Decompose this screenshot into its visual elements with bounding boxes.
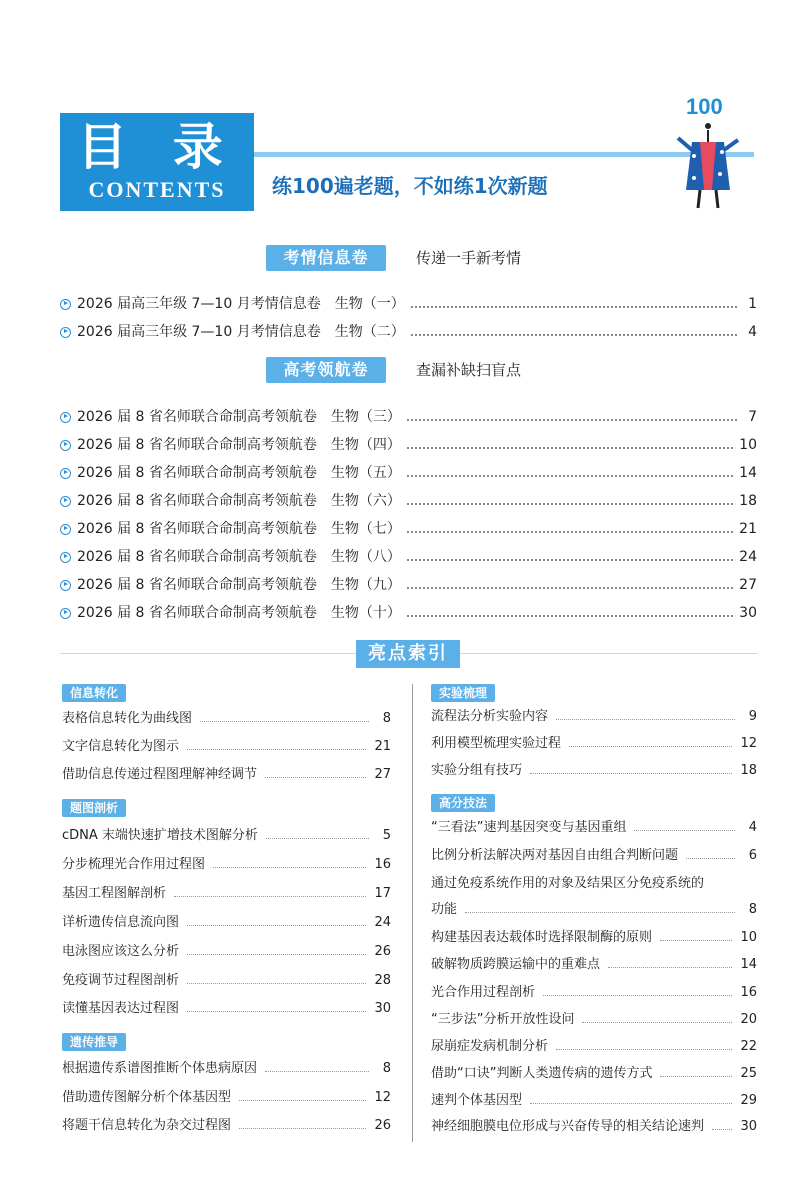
index-row-title: 实验分组有技巧 <box>431 763 523 778</box>
section-tag-navigator: 高考领航卷 <box>266 357 386 383</box>
index-row-title: “三步法”分析开放性设问 <box>431 1012 575 1027</box>
leader-dots <box>530 1103 732 1104</box>
index-row-page: 27 <box>374 767 391 782</box>
index-row-page: 26 <box>374 944 391 959</box>
index-row-page: 17 <box>374 886 391 901</box>
index-row-page: 18 <box>740 763 757 778</box>
index-row[interactable] <box>62 855 391 875</box>
play-bullet-icon <box>60 580 71 591</box>
toc-row-title: 2026 届高三年级 7—10 月考情信息卷 生物（一） <box>77 296 405 312</box>
toc-row[interactable] <box>60 406 757 428</box>
toc-row-title: 2026 届 8 省名师联合命制高考领航卷 生物（三） <box>77 409 401 425</box>
section-desc-navigator: 查漏补缺扫盲点 <box>416 361 522 379</box>
toc-row[interactable] <box>60 490 757 512</box>
toc-row-page: 7 <box>748 409 757 425</box>
play-bullet-icon <box>60 440 71 451</box>
index-row-title: 基因工程图解剖析 <box>62 886 167 901</box>
leader-dots <box>465 912 735 913</box>
leader-dots <box>543 995 732 996</box>
index-row[interactable] <box>431 900 757 920</box>
highlights-title: 亮点索引 <box>356 640 460 668</box>
section-tag-exam-info: 考情信息卷 <box>266 245 386 271</box>
toc-row-title: 2026 届 8 省名师联合命制高考领航卷 生物（四） <box>77 437 401 453</box>
index-row[interactable] <box>62 709 391 729</box>
leader-dots <box>213 867 366 868</box>
index-row-title: “三看法”速判基因突变与基因重组 <box>431 820 627 835</box>
leader-dots <box>239 1100 366 1101</box>
mascot-badge: 100 <box>686 94 723 119</box>
index-row-page: 8 <box>382 711 391 726</box>
leader-dots <box>556 719 735 720</box>
index-row[interactable] <box>431 1037 757 1057</box>
index-row-page: 4 <box>748 820 757 835</box>
play-bullet-icon <box>60 552 71 563</box>
index-row-page: 20 <box>740 1012 757 1027</box>
index-row[interactable] <box>431 761 757 781</box>
toc-row-title: 2026 届 8 省名师联合命制高考领航卷 生物（七） <box>77 521 401 537</box>
toc-row-page: 27 <box>739 577 757 593</box>
index-row-title: 比例分析法解决两对基因自由组合判断问题 <box>431 848 679 863</box>
index-row-page: 30 <box>740 1119 757 1134</box>
index-row[interactable] <box>431 818 757 838</box>
play-bullet-icon <box>60 524 71 535</box>
index-row[interactable] <box>62 913 391 933</box>
index-row[interactable] <box>62 884 391 904</box>
leader-dots <box>556 1049 732 1050</box>
index-row-page: 12 <box>740 736 757 751</box>
toc-row[interactable] <box>60 574 757 596</box>
leader-dots <box>411 334 737 336</box>
leader-dots <box>187 983 366 984</box>
index-row[interactable] <box>431 734 757 754</box>
leader-dots <box>569 746 732 747</box>
index-row[interactable] <box>62 942 391 962</box>
index-row[interactable] <box>431 983 757 1003</box>
leader-dots <box>407 531 733 533</box>
index-row-page: 12 <box>374 1090 391 1105</box>
index-row[interactable] <box>62 1088 391 1108</box>
index-row[interactable] <box>431 707 757 727</box>
leader-dots <box>411 306 737 308</box>
leader-dots <box>407 615 733 617</box>
index-row[interactable] <box>431 1064 757 1084</box>
index-row-page: 10 <box>740 930 757 945</box>
leader-dots <box>407 447 733 449</box>
index-row-title: 表格信息转化为曲线图 <box>62 711 193 726</box>
toc-row-page: 18 <box>739 493 757 509</box>
play-bullet-icon <box>60 608 71 619</box>
index-row[interactable] <box>62 971 391 991</box>
play-bullet-icon <box>60 299 71 310</box>
index-row[interactable] <box>431 928 757 948</box>
index-row-page: 14 <box>740 957 757 972</box>
index-row-title: 借助遗传图解分析个体基因型 <box>62 1090 232 1105</box>
toc-row-page: 1 <box>748 296 757 312</box>
toc-row[interactable] <box>60 546 757 568</box>
leader-dots <box>712 1129 732 1130</box>
index-row-title: 文字信息转化为图示 <box>62 739 180 754</box>
index-row[interactable] <box>62 1059 391 1079</box>
toc-row-page: 30 <box>739 605 757 621</box>
toc-row[interactable] <box>60 518 757 540</box>
toc-row-page: 10 <box>739 437 757 453</box>
index-row-page: 9 <box>748 709 757 724</box>
leader-dots <box>407 559 733 561</box>
index-row-page: 16 <box>740 985 757 1000</box>
play-bullet-icon <box>60 468 71 479</box>
category-tag: 题图剖析 <box>62 799 126 817</box>
index-row-title: 破解物质跨膜运输中的重难点 <box>431 957 601 972</box>
leader-dots <box>608 967 732 968</box>
page-title: 目 录 <box>77 117 237 176</box>
leader-dots <box>200 721 369 722</box>
column-divider <box>412 684 413 1142</box>
index-row-page: 25 <box>740 1066 757 1081</box>
index-row-title: 详析遗传信息流向图 <box>62 915 180 930</box>
category-tag: 实验梳理 <box>431 684 495 702</box>
index-row-title: cDNA 末端快速扩增技术图解分析 <box>62 828 258 843</box>
index-row[interactable] <box>431 1091 757 1111</box>
leader-dots <box>187 749 366 750</box>
index-row-page: 22 <box>740 1039 757 1054</box>
leader-dots <box>265 777 366 778</box>
toc-row[interactable] <box>60 321 757 343</box>
toc-row-title: 2026 届 8 省名师联合命制高考领航卷 生物（六） <box>77 493 401 509</box>
index-row-title: 神经细胞膜电位形成与兴奋传导的相关结论速判 <box>431 1119 705 1134</box>
leader-dots <box>686 858 735 859</box>
page-subtitle: CONTENTS <box>88 177 226 202</box>
leader-dots <box>407 587 733 589</box>
leader-dots <box>407 475 733 477</box>
toc-row-page: 4 <box>748 324 757 340</box>
leader-dots <box>407 503 733 505</box>
toc-row-title: 2026 届 8 省名师联合命制高考领航卷 生物（五） <box>77 465 401 481</box>
index-row-title: 借助“口诀”判断人类遗传病的遗传方式 <box>431 1066 653 1081</box>
index-row-title: 构建基因表达载体时选择限制酶的原则 <box>431 930 653 945</box>
index-row[interactable] <box>62 1116 391 1136</box>
index-row-page: 28 <box>374 973 391 988</box>
index-row-wrapped-line[interactable]: 通过免疫系统作用的对象及结果区分免疫系统的 <box>431 876 705 891</box>
index-row[interactable] <box>62 999 391 1019</box>
leader-dots <box>239 1128 366 1129</box>
index-row-title: 借助信息传递过程图理解神经调节 <box>62 767 258 782</box>
index-row-page: 8 <box>382 1061 391 1076</box>
play-bullet-icon <box>60 327 71 338</box>
category-tag: 遗传推导 <box>62 1033 126 1051</box>
leader-dots <box>265 1071 369 1072</box>
index-row-page: 5 <box>382 828 391 843</box>
mascot-illustration <box>672 90 744 212</box>
index-row-title: 功能 <box>431 902 458 917</box>
index-row-page: 24 <box>374 915 391 930</box>
index-row-title: 流程法分析实验内容 <box>431 709 549 724</box>
index-row-page: 30 <box>374 1001 391 1016</box>
toc-row[interactable] <box>60 602 757 624</box>
index-row-title: 尿崩症发病机制分析 <box>431 1039 549 1054</box>
category-tag: 信息转化 <box>62 684 126 702</box>
index-row[interactable] <box>62 826 391 846</box>
section-desc-exam-info: 传递一手新考情 <box>416 249 522 267</box>
leader-dots <box>187 925 366 926</box>
toc-row-title: 2026 届 8 省名师联合命制高考领航卷 生物（九） <box>77 577 401 593</box>
index-row[interactable] <box>431 1117 757 1137</box>
index-row-title: 光合作用过程剖析 <box>431 985 536 1000</box>
index-row[interactable] <box>62 737 391 757</box>
toc-row[interactable] <box>60 434 757 456</box>
index-row[interactable] <box>431 846 757 866</box>
index-row-page: 8 <box>748 902 757 917</box>
leader-dots <box>634 830 735 831</box>
index-row[interactable] <box>431 955 757 975</box>
leader-dots <box>582 1022 732 1023</box>
index-row-title: 将题干信息转化为杂交过程图 <box>62 1118 232 1133</box>
play-bullet-icon <box>60 496 71 507</box>
leader-dots <box>530 773 732 774</box>
index-row-page: 29 <box>740 1093 757 1108</box>
toc-row-title: 2026 届 8 省名师联合命制高考领航卷 生物（十） <box>77 605 401 621</box>
index-row-page: 21 <box>374 739 391 754</box>
toc-row-page: 14 <box>739 465 757 481</box>
leader-dots <box>660 940 732 941</box>
index-row-title: 免疫调节过程图剖析 <box>62 973 180 988</box>
leader-dots <box>407 419 737 421</box>
toc-row-page: 21 <box>739 521 757 537</box>
index-row-title: 利用模型梳理实验过程 <box>431 736 562 751</box>
toc-row[interactable] <box>60 462 757 484</box>
index-row-title: 速判个体基因型 <box>431 1093 523 1108</box>
index-row-page: 16 <box>374 857 391 872</box>
leader-dots <box>266 838 369 839</box>
leader-dots <box>187 954 366 955</box>
leader-dots <box>174 896 366 897</box>
index-row-title: 分步梳理光合作用过程图 <box>62 857 206 872</box>
index-row[interactable] <box>431 1010 757 1030</box>
toc-row-page: 24 <box>739 549 757 565</box>
index-row-page: 6 <box>748 848 757 863</box>
leader-dots <box>660 1076 732 1077</box>
toc-row-title: 2026 届 8 省名师联合命制高考领航卷 生物（八） <box>77 549 401 565</box>
contents-title-box <box>60 113 254 211</box>
leader-dots <box>187 1011 366 1012</box>
index-row-page: 26 <box>374 1118 391 1133</box>
index-row[interactable] <box>62 765 391 785</box>
category-tag: 高分技法 <box>431 794 495 812</box>
toc-row-title: 2026 届高三年级 7—10 月考情信息卷 生物（二） <box>77 324 405 340</box>
index-row-title: 电泳图应该这么分析 <box>62 944 180 959</box>
play-bullet-icon <box>60 412 71 423</box>
index-row-title: 读懂基因表达过程图 <box>62 1001 180 1016</box>
slogan: 练100遍老题，不如练1次新题 <box>272 174 548 198</box>
index-row-title: 根据遗传系谱图推断个体患病原因 <box>62 1061 258 1076</box>
toc-row[interactable] <box>60 293 757 315</box>
